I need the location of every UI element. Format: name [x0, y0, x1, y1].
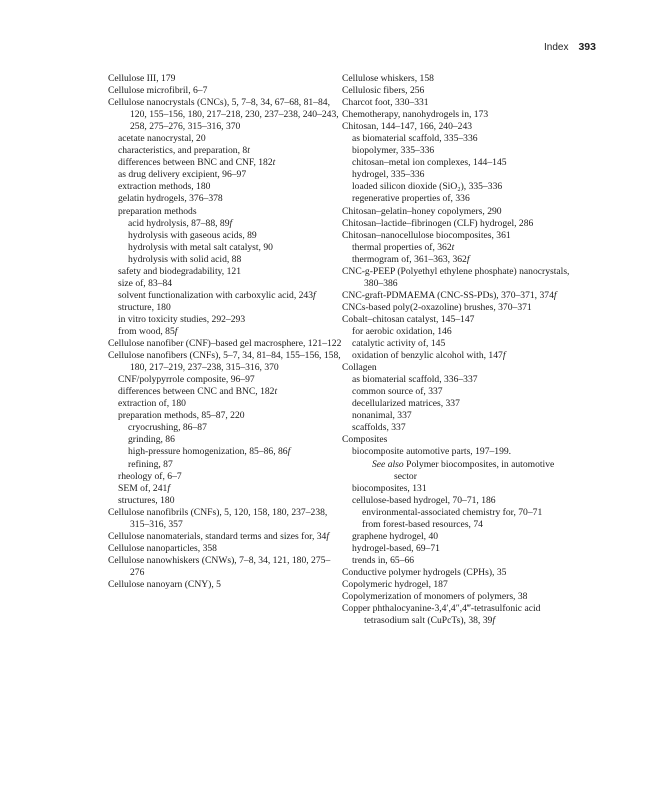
index-subentry: differences between CNC and BNC, 182t: [118, 386, 278, 398]
index-subentry: extraction of, 180: [118, 398, 186, 410]
index-entry: CNC-graft-PDMAEMA (CNC-SS-PDs), 370–371, 374f: [342, 289, 557, 301]
page-number: 393: [578, 41, 596, 53]
index-entry: Collagen: [342, 362, 377, 374]
index-entry: Cellulose nanowhiskers (CNWs), 7–8, 34, 121, 180, 275–276: [108, 554, 331, 578]
index-subentry: regenerative properties of, 336: [352, 193, 470, 205]
index-subentry: biocomposite automotive parts, 197–199.: [352, 446, 512, 458]
index-subentry: as drug delivery excipient, 96–97: [118, 169, 247, 181]
index-entry: Chemotherapy, nanohydrogels in, 173: [342, 109, 489, 121]
index-subentry: catalytic activity of, 145: [352, 338, 446, 350]
index-subentry: from forest-based resources, 74: [362, 518, 483, 530]
index-subentry: See also Polymer biocomposites, in automotive sector: [372, 458, 555, 482]
index-entry: Composites: [342, 434, 388, 446]
index-subentry: rheology of, 6–7: [118, 470, 182, 482]
index-subentry: chitosan–metal ion complexes, 144–145: [352, 157, 507, 169]
index-entry: Chitosan–gelatin–honey copolymers, 290: [342, 205, 502, 217]
index-entry: Cellulose nanofibrils (CNFs), 5, 120, 158, 180, 237–238, 315–316, 357: [108, 506, 328, 530]
index-subentry: structure, 180: [118, 301, 171, 313]
index-subentry: preparation methods: [118, 205, 197, 217]
index-entry: Copolymeric hydrogel, 187: [342, 578, 448, 590]
index-subentry: biocomposites, 131: [352, 482, 427, 494]
index-subentry: high-pressure homogenization, 85–86, 86f: [128, 446, 291, 458]
running-head: [544, 41, 596, 53]
index-subentry: thermogram of, 361–363, 362f: [352, 253, 470, 265]
index-subentry: hydrolysis with metal salt catalyst, 90: [128, 241, 273, 253]
index-subentry: decellularized matrices, 337: [352, 398, 460, 410]
index-subentry: hydrolysis with gaseous acids, 89: [128, 229, 257, 241]
index-entry: Cobalt–chitosan catalyst, 145–147: [342, 313, 475, 325]
section-label: Index: [544, 42, 569, 53]
index-entry: Cellulose nanoparticles, 358: [108, 542, 217, 554]
index-subentry: characteristics, and preparation, 8t: [118, 145, 250, 157]
index-entry: Cellulosic fibers, 256: [342, 85, 425, 97]
index-column-left: [108, 73, 344, 591]
index-subentry: from wood, 85f: [118, 325, 178, 337]
index-subentry: in vitro toxicity studies, 292–293: [118, 313, 246, 325]
index-entry: Cellulose nanocrystals (CNCs), 5, 7–8, 34, 67–68, 81–84, 120, 155–156, 180, 217–218, 230, 237–238, 240–243, 258, 275–276, 315–316, 370: [108, 97, 339, 133]
index-subentry: differences between BNC and CNF, 182t: [118, 157, 276, 169]
index-subentry: acid hydrolysis, 87–88, 89f: [128, 217, 233, 229]
index-subentry: as biomaterial scaffold, 336–337: [352, 374, 478, 386]
index-entry: Chitosan–lactide–fibrinogen (CLF) hydrogel, 286: [342, 217, 534, 229]
index-subentry: cryocrushing, 86–87: [128, 422, 207, 434]
index-entry: Chitosan–nanocellulose biocomposites, 361: [342, 229, 511, 241]
index-subentry: CNF/polypyrrole composite, 96–97: [118, 374, 255, 386]
index-subentry: hydrogel, 335–336: [352, 169, 425, 181]
index-subentry: acetate nanocrystal, 20: [118, 133, 206, 145]
index-entry: Conductive polymer hydrogels (CPHs), 35: [342, 566, 507, 578]
index-subentry: gelatin hydrogels, 376–378: [118, 193, 223, 205]
index-column-right: [342, 73, 578, 627]
index-entry: Cellulose nanofibers (CNFs), 5–7, 34, 81–84, 155–156, 158, 180, 217–219, 237–238, 315–316, 370: [108, 350, 341, 374]
index-subentry: hydrogel-based, 69–71: [352, 542, 440, 554]
index-entry: Copper phthalocyanine-3,4′,4″,4‴-tetrasulfonic acid tetrasodium salt (CuPcTs), 38, 39f: [342, 603, 541, 627]
index-subentry: extraction methods, 180: [118, 181, 211, 193]
index-entry: Cellulose microfibril, 6–7: [108, 85, 208, 97]
index-entry: CNC-g-PEEP (Polyethyl ethylene phosphate) nanocrystals, 380–386: [342, 265, 570, 289]
index-subentry: as biomaterial scaffold, 335–336: [352, 133, 478, 145]
index-subentry: nonanimal, 337: [352, 410, 412, 422]
index-subentry: thermal properties of, 362t: [352, 241, 455, 253]
index-subentry: cellulose-based hydrogel, 70–71, 186: [352, 494, 496, 506]
index-entry: Cellulose nanoyarn (CNY), 5: [108, 578, 221, 590]
index-entry: Chitosan, 144–147, 166, 240–243: [342, 121, 473, 133]
index-entry: Cellulose nanofiber (CNF)–based gel macrosphere, 121–122: [108, 338, 342, 350]
index-subentry: preparation methods, 85–87, 220: [118, 410, 245, 422]
index-subentry: safety and biodegradability, 121: [118, 265, 241, 277]
index-subentry: structures, 180: [118, 494, 175, 506]
index-subentry: solvent functionalization with carboxylic acid, 243f: [118, 289, 316, 301]
index-subentry: oxidation of benzylic alcohol with, 147f: [352, 350, 506, 362]
index-subentry: trends in, 65–66: [352, 554, 415, 566]
index-subentry: grinding, 86: [128, 434, 175, 446]
index-entry: Cellulose nanomaterials, standard terms and sizes for, 34f: [108, 530, 330, 542]
index-subentry: SEM of, 241f: [118, 482, 170, 494]
index-entry: Copolymerization of monomers of polymers, 38: [342, 591, 528, 603]
index-entry: Cellulose whiskers, 158: [342, 73, 434, 84]
index-subentry: hydrolysis with solid acid, 88: [128, 253, 242, 265]
index-subentry: refining, 87: [128, 458, 173, 470]
index-entry: Charcot foot, 330–331: [342, 97, 429, 109]
index-entry: CNCs-based poly(2-oxazoline) brushes, 370–371: [342, 301, 532, 313]
index-subentry: environmental-associated chemistry for, 70–71: [362, 506, 543, 518]
index-subentry: loaded silicon dioxide (SiO₂), 335–336: [352, 181, 503, 193]
index-subentry: for aerobic oxidation, 146: [352, 325, 452, 337]
index-subentry: scaffolds, 337: [352, 422, 406, 434]
index-subentry: size of, 83–84: [118, 277, 173, 289]
index-subentry: graphene hydrogel, 40: [352, 530, 439, 542]
index-entry: Cellulose III, 179: [108, 73, 176, 84]
index-subentry: biopolymer, 335–336: [352, 145, 435, 157]
index-subentry: common source of, 337: [352, 386, 443, 398]
